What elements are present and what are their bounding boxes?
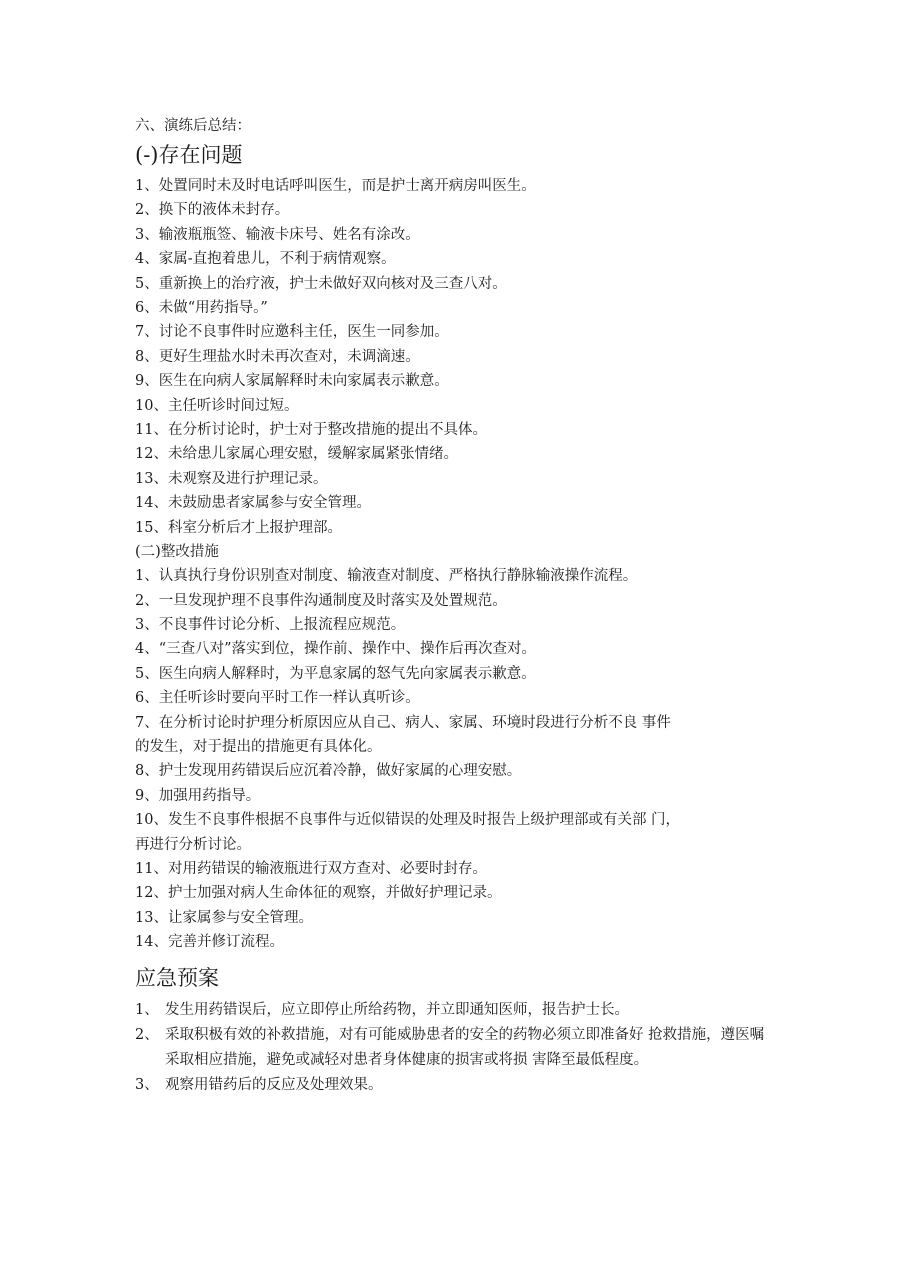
item-text: 更好生理盐水时未再次查对，未调滴速。	[158, 348, 420, 365]
item-text: 加强用药指导。	[158, 787, 261, 804]
item-text: 主任听诊时要向平时工作一样认真听诊。	[158, 690, 420, 707]
list-item	[135, 467, 775, 491]
item-number: 2、	[135, 592, 159, 609]
item-number: 1、	[135, 1001, 159, 1018]
list-item	[135, 247, 775, 271]
list-item	[135, 906, 775, 930]
document-body	[135, 114, 775, 1098]
list-item	[135, 491, 775, 515]
item-text: 一旦发现护理不良事件沟通制度及时落实及处置规范。	[158, 592, 507, 609]
item-text: 让家属参与安全管理。	[167, 909, 313, 926]
section-heading-problems: (-)存在问题	[135, 143, 243, 167]
item-number: 2、	[135, 202, 159, 219]
item-number: 6、	[135, 690, 159, 707]
item-text: 主任听诊时间过短。	[167, 397, 299, 414]
list-item	[135, 711, 775, 760]
list-item	[135, 784, 775, 808]
list-item	[135, 418, 775, 442]
item-text: 在分析讨论时护理分析原因应从自己、病人、家属、环境时段进行分析不良 事件	[158, 714, 671, 731]
list-item	[135, 808, 775, 857]
item-text: 未做“用药指导。”	[158, 300, 268, 317]
item-number: 1、	[135, 568, 159, 585]
item-text: 对用药错误的输液瓶进行双方查对、必要时封存。	[167, 860, 487, 877]
item-number: 4、	[135, 641, 159, 658]
list-item	[135, 637, 775, 661]
item-text: 认真执行身份识别查对制度、输液查对制度、严格执行静脉输液操作流程。	[158, 568, 638, 585]
list-item	[135, 686, 775, 710]
measures-list	[135, 564, 775, 955]
item-number: 5、	[135, 275, 159, 292]
item-number: 12、	[135, 446, 168, 463]
item-text: 护士加强对病人生命体征的观察，并做好护理记录。	[167, 885, 502, 902]
list-item	[135, 320, 775, 344]
item-number: 13、	[135, 909, 168, 926]
list-item	[135, 198, 775, 222]
list-item	[135, 174, 775, 198]
item-text: 护士发现用药错误后应沉着冷静，做好家属的心理安慰。	[158, 763, 522, 780]
list-item	[135, 272, 775, 296]
item-number: 8、	[135, 763, 159, 780]
list-item	[135, 296, 775, 320]
section-heading-measures: (二)整改措施	[135, 544, 219, 561]
item-number: 3、	[135, 616, 159, 633]
item-text: 讨论不良事件时应邀科主任，医生一同参加。	[158, 324, 449, 341]
problems-list	[135, 174, 775, 540]
item-number: 7、	[135, 324, 159, 341]
item-text: 医生向病人解释时，为平息家属的怒气先向家属表示歉意。	[158, 665, 536, 682]
list-item	[135, 223, 775, 247]
emergency-plan-list	[135, 998, 775, 1098]
section-heading-emergency-plan: 应急预案	[135, 965, 219, 990]
item-text: 在分析讨论时，护士对于整改措施的提出不具体。	[167, 422, 487, 439]
item-number: 10、	[135, 812, 168, 829]
item-number: 9、	[135, 373, 159, 390]
list-item	[135, 881, 775, 905]
item-text: 换下的液体未封存。	[158, 202, 290, 219]
item-text: 输液瓶瓶签、输液卡床号、姓名有涂改。	[158, 226, 420, 243]
list-item	[135, 564, 775, 588]
item-text: 重新换上的治疗液，护士未做好双向核对及三查八对。	[158, 275, 507, 292]
item-text: 医生在向病人家属解释时未向家属表示歉意。	[158, 373, 449, 390]
item-number: 3、	[135, 1076, 159, 1093]
item-text: 家属-直抱着患儿，不利于病情观察。	[158, 251, 396, 268]
list-item	[135, 1023, 775, 1073]
item-number: 14、	[135, 934, 168, 951]
item-continuation: 的发生，对于提出的措施更有具体化。	[135, 738, 382, 755]
item-number: 13、	[135, 470, 168, 487]
list-item	[135, 759, 775, 783]
item-text: 完善并修订流程。	[167, 934, 284, 951]
list-item	[135, 369, 775, 393]
item-text: “三查八对”落实到位，操作前、操作中、操作后再次查对。	[158, 641, 537, 658]
item-text: 发生用药错误后，应立即停止所给药物，并立即通知医师，报告护士长。	[165, 1001, 629, 1018]
list-item	[135, 442, 775, 466]
item-text: 处置同时未及时电话呼叫医生，而是护士离开病房叫医生。	[158, 178, 536, 194]
item-number: 2、	[135, 1026, 159, 1043]
item-number: 10、	[135, 397, 168, 414]
item-text: 采取积极有效的补救措施，对有可能威胁患者的安全的药物必须立即准备好 抢救措施，遵医嘱采取相应措施，避免或减轻对患者身体健康的损害或将损 害降至最低程度。	[165, 1026, 765, 1068]
item-number: 3、	[135, 226, 159, 243]
item-number: 15、	[135, 519, 168, 536]
item-number: 4、	[135, 251, 159, 268]
list-item	[135, 857, 775, 881]
list-item	[135, 930, 775, 954]
item-text: 发生不良事件根据不良事件与近似错误的处理及时报告上级护理部或有关部 门，	[167, 812, 681, 829]
item-text: 未观察及进行护理记录。	[167, 470, 328, 487]
item-text: 科室分析后才上报护理部。	[167, 519, 342, 536]
list-item	[135, 345, 775, 369]
item-number: 7、	[135, 714, 159, 731]
item-number: 14、	[135, 495, 168, 512]
item-number: 9、	[135, 787, 159, 804]
list-item	[135, 516, 775, 540]
list-item-first-line	[135, 808, 775, 832]
list-item	[135, 662, 775, 686]
item-number: 11、	[135, 422, 168, 439]
list-item-first-line	[135, 711, 775, 735]
item-number: 1、	[135, 178, 159, 194]
list-item	[135, 613, 775, 637]
list-item	[135, 1073, 775, 1098]
summary-title: 六、演练后总结：	[135, 118, 251, 134]
item-text: 未鼓励患者家属参与安全管理。	[167, 495, 371, 512]
item-number: 8、	[135, 348, 159, 365]
item-text: 未给患儿家属心理安慰，缓解家属紧张情绪。	[167, 446, 458, 463]
item-number: 12、	[135, 885, 168, 902]
item-text: 观察用错药后的反应及处理效果。	[165, 1076, 383, 1093]
item-number: 5、	[135, 665, 159, 682]
list-item	[135, 394, 775, 418]
item-text: 不良事件讨论分析、上报流程应规范。	[158, 616, 406, 633]
list-item	[135, 998, 775, 1023]
item-continuation: 再进行分析讨论。	[135, 836, 251, 853]
item-number: 11、	[135, 860, 168, 877]
item-number: 6、	[135, 300, 159, 317]
list-item	[135, 589, 775, 613]
